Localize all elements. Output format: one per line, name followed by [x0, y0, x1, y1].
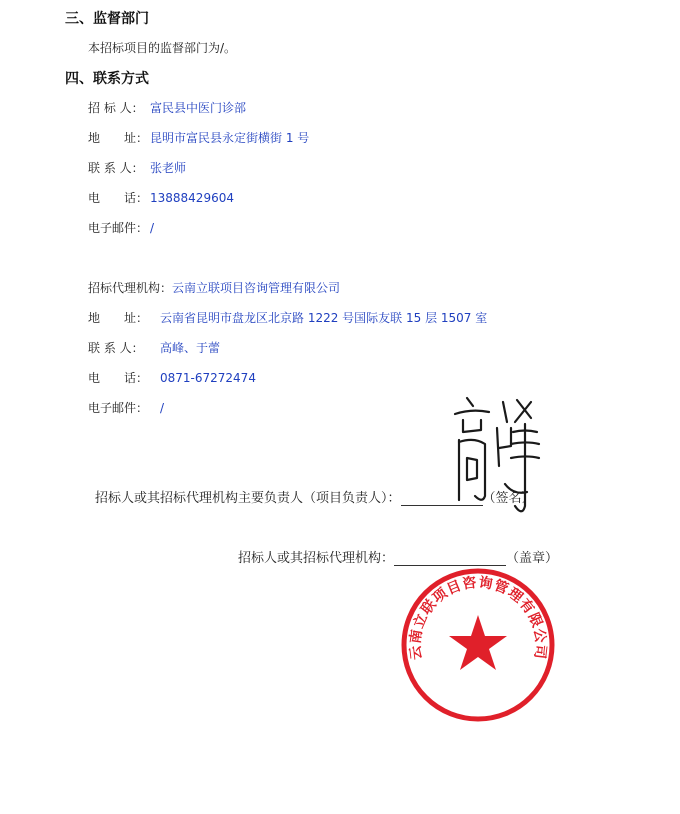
field-label: 联 系 人： [88, 161, 144, 175]
seal-blank [394, 551, 506, 566]
tenderer-contact: 张老师 [150, 161, 187, 175]
agency-contact-row [88, 339, 220, 356]
agency-email: / [160, 401, 165, 415]
tenderer-address-row [88, 129, 309, 146]
agency-phone-row [88, 369, 256, 386]
field-label: 招标代理机构： [88, 281, 173, 295]
agency-phone: 0871-67272474 [160, 371, 256, 385]
tenderer-name: 富民县中医门诊部 [150, 101, 247, 115]
field-label: 招 标 人： [88, 101, 144, 115]
section-heading-contact: 四、联系方式 [65, 71, 149, 87]
section-heading-supervision: 三、监督部门 [65, 11, 149, 27]
tenderer-phone-row [88, 189, 234, 206]
tenderer-phone: 13888429604 [150, 191, 234, 205]
agency-contact: 高峰、于蕾 [160, 341, 221, 355]
field-label: 电 话： [88, 191, 149, 205]
tenderer-email-row [88, 219, 154, 236]
tenderer-name-row [88, 99, 246, 116]
field-label: 电子邮件： [88, 401, 149, 415]
field-label: 联 系 人： [88, 341, 144, 355]
agency-address: 云南省昆明市盘龙区北京路 1222 号国际友联 15 层 1507 室 [160, 311, 488, 325]
field-label: 电子邮件： [88, 221, 149, 235]
tenderer-contact-row [88, 159, 186, 176]
signature-label: 招标人或其招标代理机构主要负责人（项目负责人）： [95, 491, 401, 506]
field-label: 地 址： [88, 311, 149, 325]
seal-line [238, 547, 558, 566]
seal-suffix: （盖章） [506, 551, 559, 566]
seal-label: 招标人或其招标代理机构： [238, 551, 395, 566]
company-seal [398, 565, 558, 725]
handwritten-signature [445, 388, 545, 528]
tenderer-address: 昆明市富民县永定街横街 1 号 [150, 131, 310, 145]
supervision-text: 本招标项目的监督部门为/。 [88, 41, 237, 55]
field-label: 地 址： [88, 131, 149, 145]
agency-name-row [88, 279, 340, 296]
tenderer-email: / [150, 221, 155, 235]
field-label: 电 话： [88, 371, 149, 385]
agency-email-row [88, 399, 164, 416]
seal-text: 云南立联项目咨询管理有限公司 [407, 574, 549, 661]
star-icon [449, 615, 507, 670]
agency-address-row [88, 309, 487, 326]
agency-name: 云南立联项目咨询管理有限公司 [172, 281, 341, 295]
signature-suffix: （签名） [482, 491, 535, 506]
